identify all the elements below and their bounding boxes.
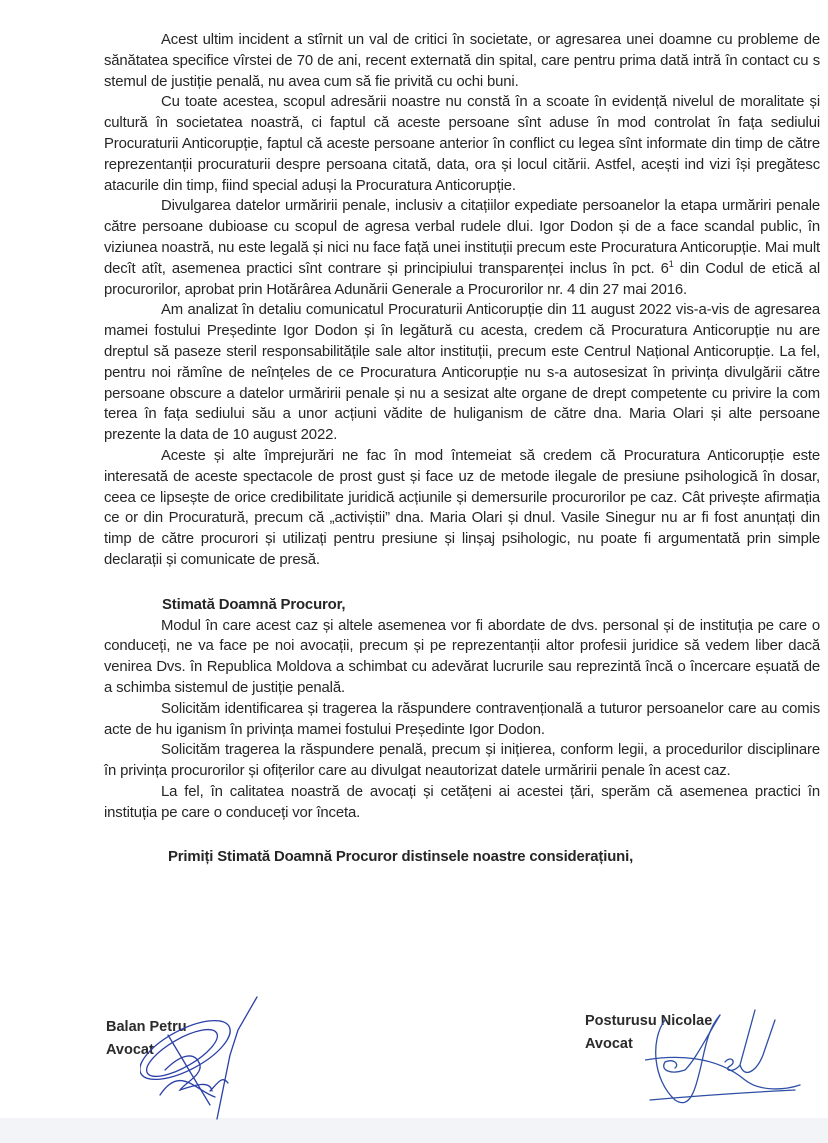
- paragraph-request-identification: Solicităm identificarea și tragerea la răspundere contravențională a tuturor persoanelor care au comis acte de hu iganism în privința mamei fostului Președinte Igor Dodon.: [104, 700, 820, 738]
- signature-left-icon: [140, 995, 270, 1120]
- signatory-title: Avocat: [106, 1042, 154, 1058]
- paragraph-circumstances: Aceste și alte împrejurări ne fac în mod întemeiat să credem că Procuratura Anticorupție este interesată de aceste spectacole de prost gust și face uz de metode ilegale de presiune psihologică în dosar, ceea ce lipsește de orice credibilitate juridică acțiunile și demersurile procurorilor pe caz. Cât privește afirmația ce or din Procuratură, precum că „activiștii” dna. Maria Olari și dnul. Vasile Sinegur nu ar fi fost anunțați din timp de către procurori și utilizați pentru presiune și linșaj psihologic, nu poate fi argumentată prin simple declarații și comunicate de presă.: [104, 447, 820, 568]
- paragraph-disclosure-tail: din Codul de etică al procurorilor, aprobat prin Hotărârea Adunării Generale a Procurorilor nr. 4 din 27 mai 2016.: [104, 260, 820, 298]
- letter-body: [104, 30, 820, 868]
- salutation: Stimată Doamnă Procuror,: [162, 596, 346, 613]
- paragraph-approach: Modul în care acest caz și altele asemenea vor fi abordate de dvs. personal și de instituția pe care o conduceți, ne va face pe noi avocații, precum și pe reprezentanții altor profesii juridice să vedem liber dacă venirea Dvs. în Republica Moldova a schimbat cu adevărat lucrurile sau reprezintă încă o încercare eșuată de a schimba sistemul de justiție penală.: [104, 617, 820, 696]
- signature-right-icon: [645, 1000, 805, 1115]
- signatory-title: Avocat: [585, 1036, 633, 1052]
- paragraph-analysis: Am analizat în detaliu comunicatul Procuraturii Anticorupție din 11 august 2022 vis-a-vis de agresarea mamei fostului Președinte Igor Dodon și în legătură cu acesta, credem că Procuratura Anticorupție nu are dreptul să paseze steril responsabilitățile sale altor instituții, precum este Centrul Național Anticorupție. La fel, pentru noi rămîne de neînțeles de ce Procuratura Anticorupție nu s-a autosesizat în privința divulgării către persoane obscure a datelor urmăririi penale și nu a sesizat alte organe de drept competente cu privire la com terea în fața sediului său a unor acțiuni vădite de huliganism de către dna. Maria Olari și alte persoane prezente la data de 10 august 2022.: [104, 302, 820, 444]
- paragraph-request-penal: Solicităm tragerea la răspundere penală, precum și inițierea, conform legii, a procedurilor disciplinare în privința procurorilor și ofițerilor care au divulgat neautorizat datele urmăririi penale în acest caz.: [104, 742, 820, 780]
- paragraph-hope: La fel, în calitatea noastră de avocați și cetățeni ai acestei țări, sperăm că asemenea practici în instituția pe care o conduceți vor înceta.: [104, 783, 820, 821]
- paragraph-disclosure: [104, 196, 820, 300]
- paragraph-incident: Acest ultim incident a stîrnit un val de critici în societate, or agresarea unei doamne cu probleme de sănătatea specifice vîrstei de 70 de ani, recent externată din spital, care pentru prima dată intră în contact cu s stemul de justiție penală, nu avea cum să fie privită cu ochi buni.: [104, 32, 820, 90]
- footnote-superscript: 1: [668, 258, 674, 269]
- signatory-name: Balan Petru: [106, 1019, 187, 1035]
- paragraph-disclosure-text: Divulgarea datelor urmăririi penale, inclusiv a citațiilor expediate persoanelor la etapa urmăriri penale către persoane dubioase cu scopul de agresa verbal rudele dlui. Igor Dodon și de a face scandal public, în viziunea noastră, nu este legală și nici nu face față unei instituții precum este Procuratura Anticorupție. Mai mult decît atît, asemenea practici sînt contrare și principiului transparenței inclus în pct. 6: [104, 198, 820, 277]
- paragraph-purpose: Cu toate acestea, scopul adresării noastre nu constă în a scoate în evidență nivelul de moralitate și cultură în societatea noastră, ci faptul că aceste persoane sînt aduse în mod controlat în fața sediului Procuraturii Anticorupție, faptul că aceste persoane anterior în conflict cu legea sînt informate din timp de către reprezentanții procuraturii despre persoana citată, data, ora și locul citării. Astfel, acești ind vizi își pregătesc atacurile din timp, fiind special aduși la Procuratura Anticorupție.: [104, 94, 820, 194]
- signatory-name: Posturusu Nicolae: [585, 1013, 713, 1029]
- closing-line: Primiți Stimată Doamnă Procuror distinsele noastre considerațiuni,: [168, 849, 634, 866]
